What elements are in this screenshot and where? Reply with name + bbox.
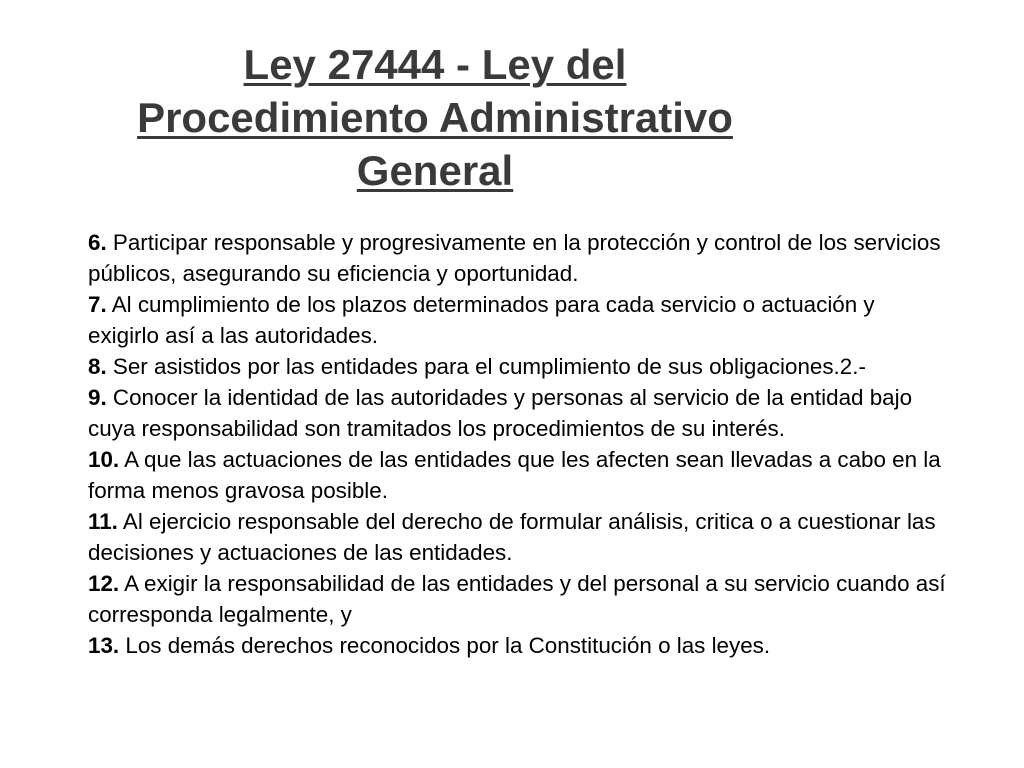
item-text: A exigir la responsabilidad de las entidades y del personal a su servicio cuando así corresponda legalmente, y — [88, 571, 946, 627]
item-number: 8. — [88, 354, 107, 379]
item-number: 7. — [88, 292, 107, 317]
list-item — [88, 568, 948, 630]
item-text: Ser asistidos por las entidades para el cumplimiento de sus obligaciones.2.- — [112, 354, 866, 379]
item-number: 10. — [88, 447, 120, 472]
item-text: Al cumplimiento de los plazos determinados para cada servicio o actuación y exigirlo así a las autoridades. — [88, 292, 875, 348]
item-number: 9. — [88, 385, 107, 410]
list-item — [88, 444, 948, 506]
title-line-1: Ley 27444 - Ley del — [243, 41, 627, 88]
slide-title — [60, 38, 810, 197]
item-number: 11. — [88, 509, 118, 534]
item-number: 6. — [88, 230, 107, 255]
list-item — [88, 289, 948, 351]
rights-list — [88, 227, 948, 661]
list-item — [88, 227, 948, 289]
title-line-2: Procedimiento Administrativo — [137, 94, 733, 141]
list-item — [88, 382, 948, 444]
item-number: 12. — [88, 571, 120, 596]
item-text: Los demás derechos reconocidos por la Constitución o las leyes. — [125, 633, 771, 658]
item-text: Participar responsable y progresivamente en la protección y control de los servicios públicos, asegurando su eficiencia y oportunidad. — [88, 230, 941, 286]
list-item — [88, 351, 948, 382]
item-text: Conocer la identidad de las autoridades y personas al servicio de la entidad bajo cuya responsabilidad son tramitados los procedimientos de su interés. — [88, 385, 913, 441]
item-text: A que las actuaciones de las entidades que les afecten sean llevadas a cabo en la forma menos gravosa posible. — [88, 447, 941, 503]
list-item — [88, 506, 948, 568]
item-number: 13. — [88, 633, 120, 658]
item-text: Al ejercicio responsable del derecho de formular análisis, critica o a cuestionar las decisiones y actuaciones de las entidades. — [88, 509, 936, 565]
list-item — [88, 630, 948, 661]
title-line-3: General — [356, 147, 514, 194]
